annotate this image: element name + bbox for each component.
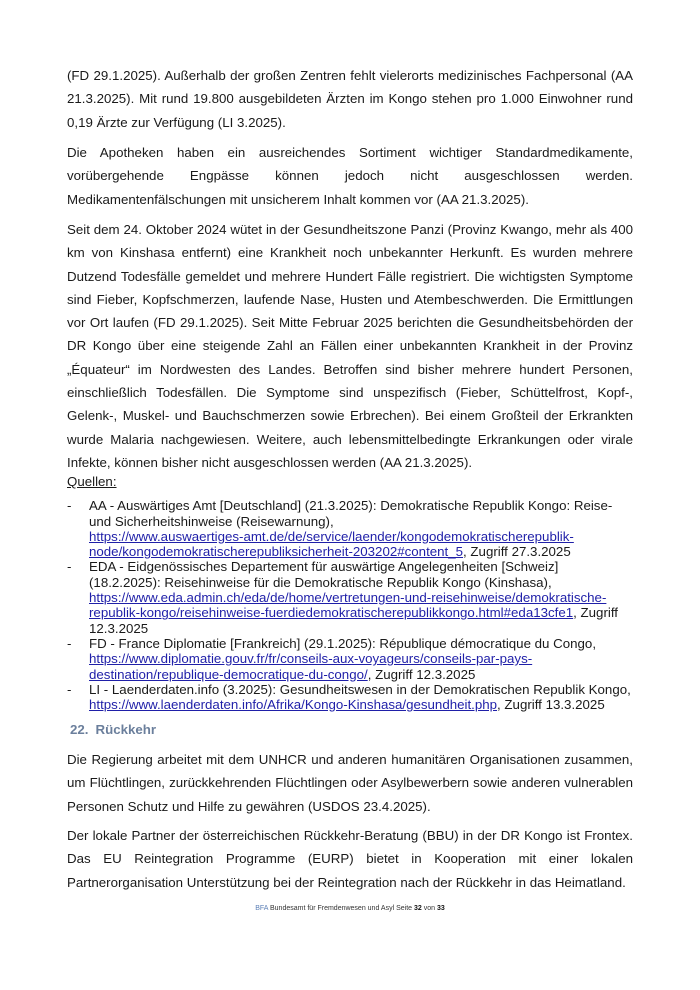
footer-page-total: 33: [437, 905, 445, 912]
source-item-aa: [67, 498, 633, 559]
footer-page-number: 32: [414, 905, 422, 912]
source-text: LI - Laenderdaten.info (3.2025): Gesundheitswesen in der Demokratischen Republik Kongo,: [89, 681, 631, 697]
page-footer: [0, 905, 700, 912]
source-item-fd: [67, 636, 633, 682]
paragraph-return-cooperation: Die Regierung arbeitet mit dem UNHCR und anderen humanitären Organisationen zusammen, um Flüchtlingen, zurückkehrenden Flüchtlingen oder Asylbewerbern sowie anderen vulnerablen Personen Schutz und Hilfe zu gewähren (USDOS 23.4.2025).: [67, 752, 633, 814]
footer-page-label: Seite: [396, 905, 413, 912]
footer-org: Bundesamt für Fremdenwesen und Asyl: [270, 905, 395, 912]
source-link-aa[interactable]: https://www.auswaertiges-amt.de/de/service/laender/kongodemokratischerepublik-node/kongodemokratischerepubliksicherheit-203202#content_5: [89, 528, 574, 560]
bfa-logo: BFA: [255, 905, 269, 912]
source-item-li: [67, 682, 633, 713]
source-access: , Zugriff 12.3.2025: [367, 666, 476, 682]
paragraph-return-partner: Der lokale Partner der österreichischen Rückkehr-Beratung (BBU) in der DR Kongo ist Frontex. Das EU Reintegration Programme (EURP) bietet in Kooperation mit einer lokalen Partnerorganisation Unterstützung bei der Reintegration nach der Rückkehr in das Heimatland.: [67, 828, 633, 890]
sources-list: [67, 474, 633, 712]
paragraph-unknown-disease: Seit dem 24. Oktober 2024 wütet in der Gesundheitszone Panzi (Provinz Kwango, mehr als 400 km von Kinshasa entfernt) eine Krankheit noch unbekannter Herkunft. Es wurden mehrere Dutzend Todesfälle gemeldet und mehrere Hundert Fälle registriert. Die wichtigsten Symptome sind Fieber, Kopfschmerzen, laufende Nase, Husten und Atembeschwerden. Die Ermittlungen vor Ort laufen (FD 29.1.2025). Seit Mitte Februar 2025 berichten die Gesundheitsbehörden der DR Kongo über eine steigende Zahl an Fällen einer unbekannten Krankheit in der Provinz „Équateur“ im Nordwesten des Landes. Betroffen sind bisher mehrere hundert Personen, einschließlich Todesfällen. Die Symptome sind unspezifisch (Fieber, Schüttelfrost, Kopf-, Gelenk-, Muskel- und Bauchschmerzen sowie Erbrechen). Bei einem Großteil der Erkrankten wurde Malaria nachgewiesen. Weitere, auch lebensmittelbedingte Erkrankungen oder virale Infekte, können bisher nicht ausgeschlossen werden (AA 21.3.2025).: [67, 222, 633, 470]
paragraph-pharmacies: Die Apotheken haben ein ausreichendes Sortiment wichtiger Standardmedikamente, vorübergehende Engpässe können jedoch nicht ausgeschlossen werden. Medikamentenfälschungen mit unsicherem Inhalt kommen vor (AA 21.3.2025).: [67, 145, 633, 207]
source-link-li[interactable]: https://www.laenderdaten.info/Afrika/Kongo-Kinshasa/gesundheit.php: [89, 697, 498, 713]
source-link-eda[interactable]: https://www.eda.admin.ch/eda/de/home/vertretungen-und-reisehinweise/demokratische-republik-kongo/reisehinweise-fuerdiedemokratischerepublikkongo.html#eda13cfe1: [89, 590, 607, 621]
list-dash: -: [67, 635, 72, 651]
list-dash: -: [67, 681, 72, 697]
source-access: , Zugriff 13.3.2025: [497, 697, 605, 713]
source-item-eda: [67, 559, 633, 635]
section-heading: [70, 722, 156, 737]
list-dash: -: [67, 559, 72, 575]
section-title: Rückkehr: [95, 722, 157, 737]
sources-title: Quellen:: [67, 474, 117, 489]
source-text: FD - France Diplomatie [Frankreich] (29.1.2025): République démocratique du Congo,: [89, 635, 597, 651]
source-access: , Zugriff 12.3.2025: [89, 605, 618, 636]
source-access: , Zugriff 27.3.2025: [463, 544, 571, 560]
source-text: EDA - Eidgenössisches Departement für auswärtige Angelegenheiten [Schweiz] (18.2.2025): Reisehinweise für die Demokratische Republik Kongo (Kinshasa),: [89, 559, 559, 590]
source-text: AA - Auswärtiges Amt [Deutschland] (21.3.2025): Demokratische Republik Kongo: Reise- und Sicherheitshinweise (Reisewarnung),: [89, 498, 613, 529]
paragraph-medical-staff: (FD 29.1.2025). Außerhalb der großen Zentren fehlt vielerorts medizinisches Fachpersonal (AA 21.3.2025). Mit rund 19.800 ausgebildeten Ärzten im Kongo stehen pro 1.000 Einwohner rund 0,19 Ärzte zur Verfügung (LI 3.2025).: [67, 68, 633, 130]
section-number: 22.: [70, 722, 89, 737]
footer-of-label: von: [423, 905, 436, 912]
source-link-fd[interactable]: https://www.diplomatie.gouv.fr/fr/conseils-aux-voyageurs/conseils-par-pays-destination/republique-democratique-du-congo/: [89, 651, 533, 682]
list-dash: -: [67, 498, 72, 514]
